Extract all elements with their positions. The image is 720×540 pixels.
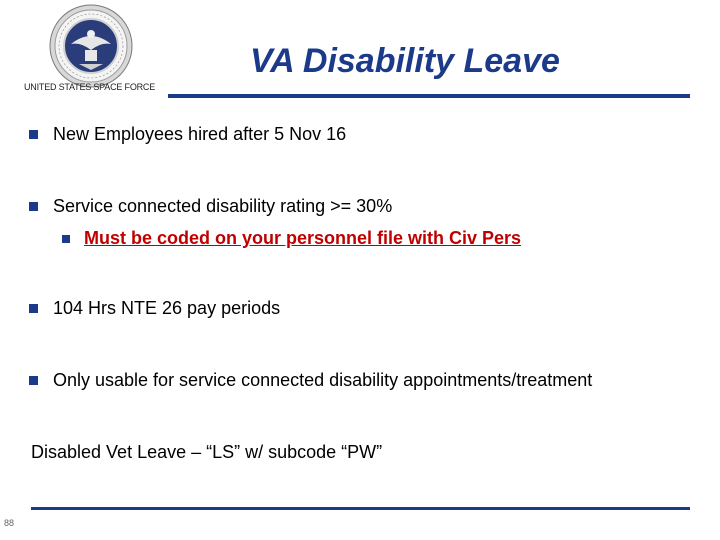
bullet-text: Only usable for service connected disability appointments/treatment — [53, 370, 593, 390]
square-bullet-icon — [29, 130, 38, 139]
bullet-item — [29, 370, 592, 391]
bullet-text: 104 Hrs NTE 26 pay periods — [53, 298, 281, 318]
square-bullet-icon — [62, 235, 70, 243]
bullet-item — [29, 196, 392, 217]
square-bullet-icon — [29, 304, 38, 313]
sub-bullet-item — [62, 228, 521, 249]
bullet-item — [29, 124, 346, 145]
air-force-seal-icon — [49, 4, 133, 88]
bullet-text: Service connected disability rating >= 30% — [53, 196, 393, 216]
square-bullet-icon — [29, 202, 38, 211]
footer-divider — [31, 507, 690, 510]
bullet-item — [29, 298, 280, 319]
bullet-text: New Employees hired after 5 Nov 16 — [53, 124, 347, 144]
page-title: VA Disability Leave — [250, 42, 560, 80]
square-bullet-icon — [29, 376, 38, 385]
sub-bullet-text: Must be coded on your personnel file with Civ Pers — [84, 228, 522, 248]
footer-note: Disabled Vet Leave – “LS” w/ subcode “PW” — [31, 442, 383, 462]
organization-name: UNITED STATES SPACE FORCE — [24, 82, 156, 92]
page-number: 88 — [4, 518, 15, 528]
header-divider — [168, 94, 690, 98]
